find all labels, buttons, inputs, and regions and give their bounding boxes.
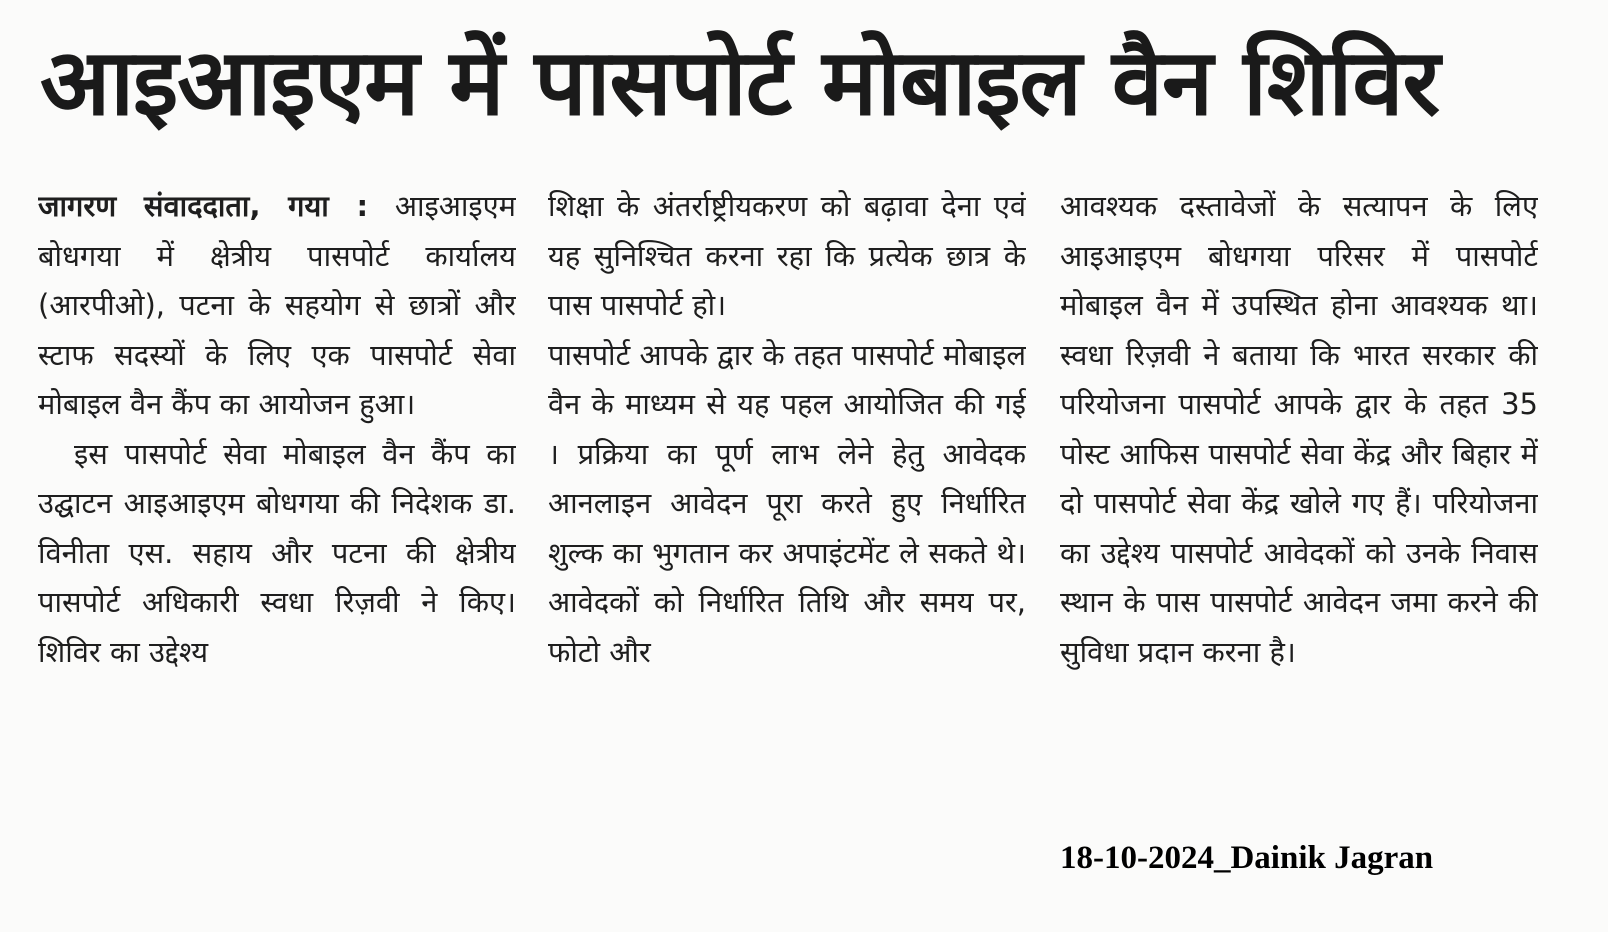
article-paragraph — [38, 182, 516, 430]
article-paragraph: पासपोर्ट आपके द्वार के तहत पासपोर्ट मोबाइल वैन के माध्यम से यह पहल आयोजित की गई । प्रक्रिया का पूर्ण लाभ लेने हेतु आवेदक आनलाइन आवेदन पूरा करते हुए निर्धारित शुल्क का भुगतान कर अपाइंटमेंट ले सकते थे। आवेदकों को निर्धारित तिथि और समय पर, फोटो और — [548, 337, 1026, 669]
article-paragraph: शिक्षा के अंतर्राष्ट्रीयकरण को बढ़ावा देना एवं यह सुनिश्चित करना रहा कि प्रत्येक छात्र के पास पासपोर्ट हो। — [548, 189, 1026, 322]
source-caption: 18-10-2024_Dainik Jagran — [1060, 840, 1434, 876]
article-paragraph: आवश्यक दस्तावेजों के सत्यापन के लिए आइआइएम बोधगया परिसर में पासपोर्ट मोबाइल वैन में उपस्थित होना आवश्यक था।स्वधा रिज़वी ने बताया कि भारत सरकार की परियोजना पासपोर्ट आपके द्वार के तहत 35 पोस्ट आफिस पासपोर्ट सेवा केंद्र और बिहार में दो पासपोर्ट सेवा केंद्र खोले गए हैं। परियोजना का उद्देश्य पासपोर्ट आवेदकों को उनके निवास स्थान के पास पासपोर्ट आवेदन जमा करने की सुविधा प्रदान करना है। — [1060, 189, 1538, 669]
article-text: आइआइएम बोधगया में क्षेत्रीय पासपोर्ट कार्यालय (आरपीओ), पटना के सहयोग से छात्रों और स्टाफ सदस्यों के लिए एक पासपोर्ट सेवा मोबाइल वैन कैंप का आयोजन हुआ। — [38, 189, 516, 421]
article-column-1 — [38, 182, 516, 832]
article-headline: आइआइएम में पासपोर्ट मोबाइल वैन शिविर — [40, 29, 1440, 136]
article-dateline: जागरण संवाददाता, गया : — [38, 189, 369, 223]
article-column-3 — [1060, 182, 1538, 832]
article-column-2 — [548, 182, 1026, 832]
article-paragraph: इस पासपोर्ट सेवा मोबाइल वैन कैंप का उद्घाटन आइआइएम बोधगया की निदेशक डा. विनीता एस. सहाय और पटना की क्षेत्रीय पासपोर्ट अधिकारी स्वधा रिज़वी ने किए। शिविर का उद्देश्य — [38, 436, 516, 669]
